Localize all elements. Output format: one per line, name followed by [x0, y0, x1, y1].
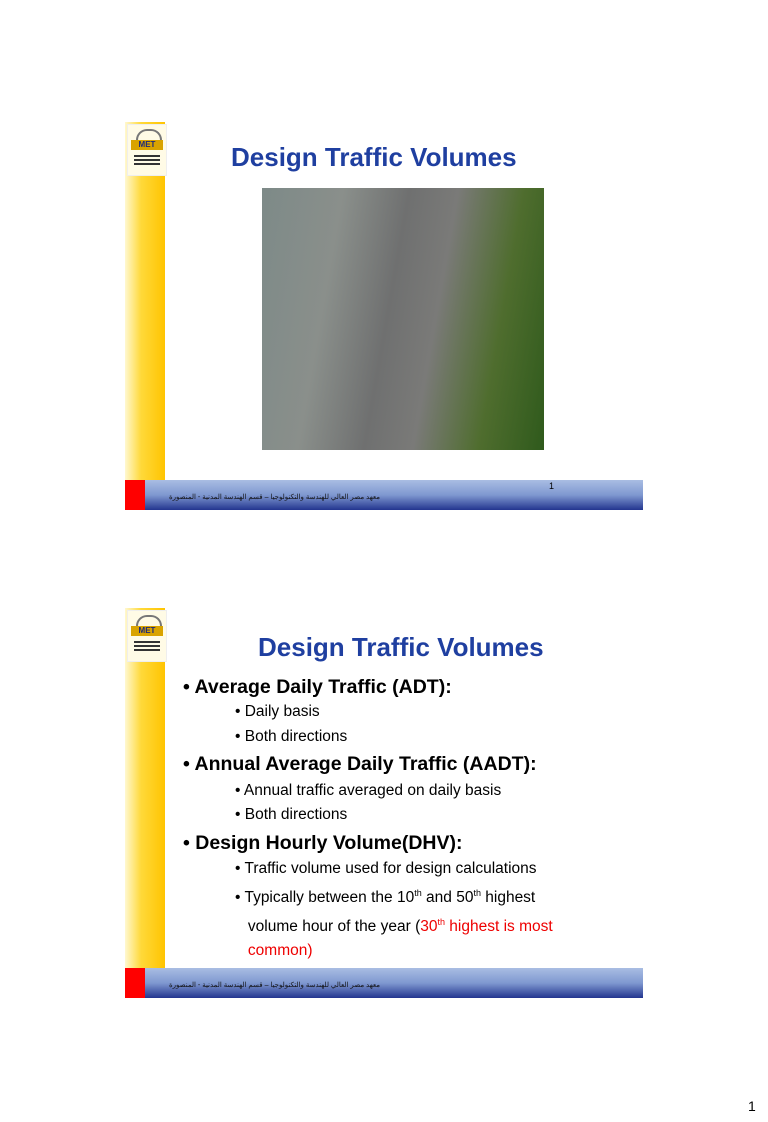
slide-number: 1 [549, 481, 555, 491]
footer-red-block [125, 968, 145, 998]
sub-bullet: • Annual traffic averaged on daily basis [235, 782, 502, 799]
bullet: • Average Daily Traffic (ADT): [183, 676, 452, 698]
sub-bullet: • Traffic volume used for design calculations [235, 860, 537, 877]
slide-title: Design Traffic Volumes [258, 632, 544, 662]
footer-bar [145, 480, 643, 510]
footer-red-block [125, 480, 145, 510]
sub-bullet: • Daily basis [235, 703, 320, 720]
met-logo: MET [127, 610, 167, 662]
side-bar [125, 608, 165, 968]
footer-text: معهد مصر العالي للهندسة والتكنولوجيا – قسم الهندسة المدنية - المنصورة [169, 494, 381, 501]
sub-bullet: • Both directions [235, 728, 348, 745]
slide-title: Design Traffic Volumes [231, 142, 517, 172]
bullet: • Annual Average Daily Traffic (AADT): [183, 753, 537, 775]
footer-bar [145, 968, 643, 998]
sub-bullet: • Both directions [235, 806, 348, 823]
slide-1 [125, 122, 643, 512]
slide-2 [125, 608, 643, 998]
sub-bullet: • Typically between the 10th and 50th highest volume hour of the year (30th highest is most common) [235, 888, 553, 960]
footer-text: معهد مصر العالي للهندسة والتكنولوجيا – قسم الهندسة المدنية - المنصورة [169, 982, 381, 989]
met-logo: MET [127, 124, 167, 176]
traffic-photo [262, 188, 544, 450]
page-number: 1 [748, 1098, 756, 1114]
bullet: • Design Hourly Volume(DHV): [183, 832, 463, 854]
